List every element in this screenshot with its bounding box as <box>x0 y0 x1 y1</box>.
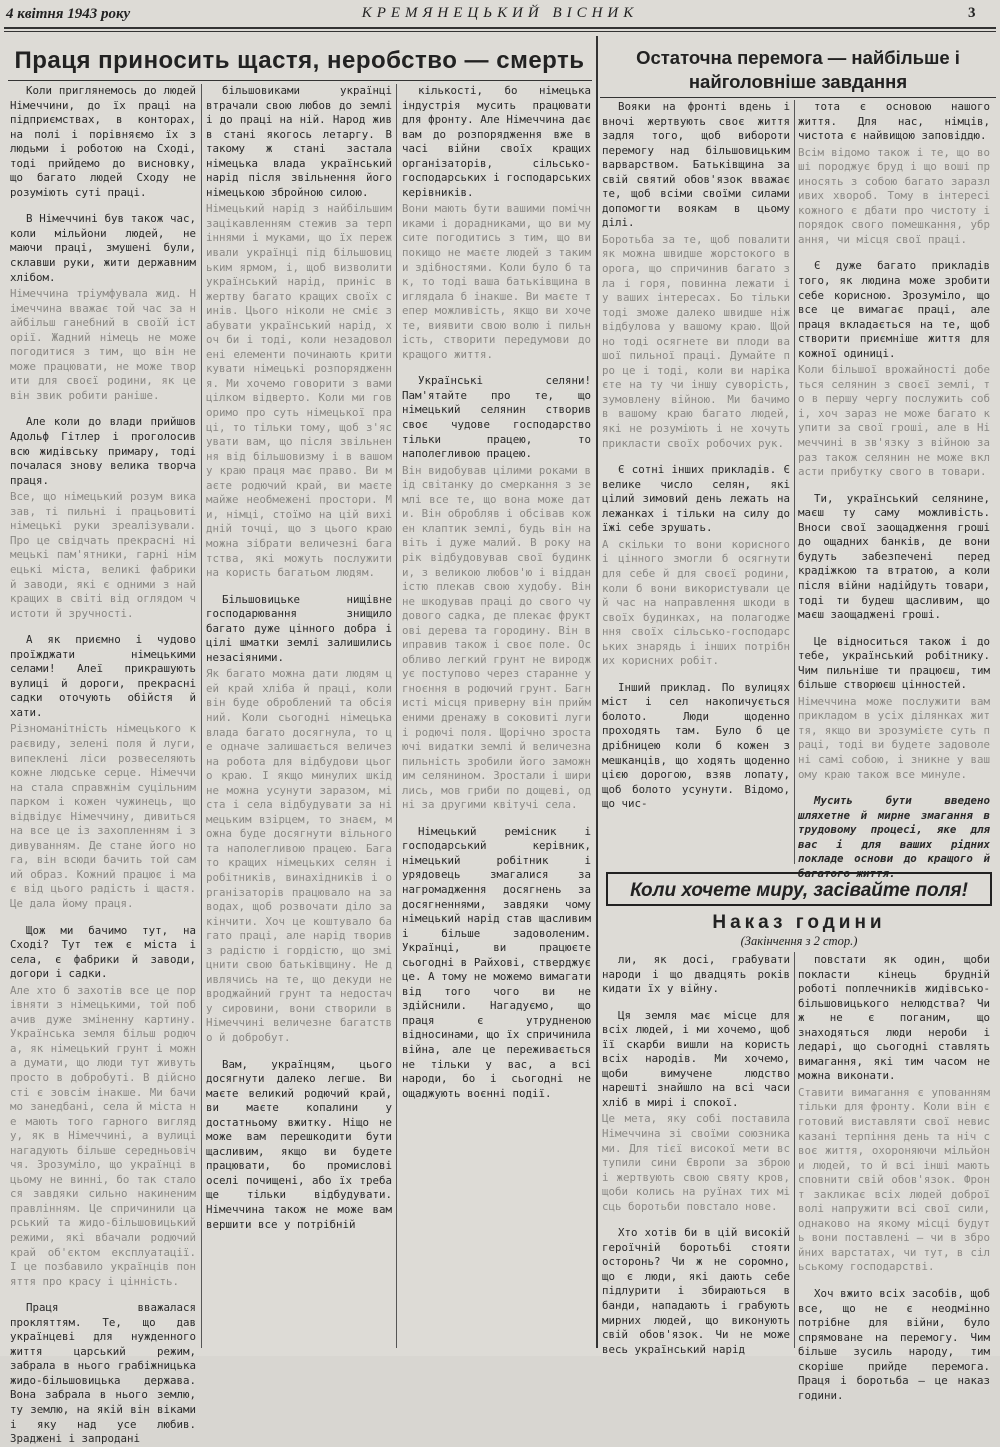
article2-headline-rule <box>600 97 996 98</box>
paragraph: Вам, українцям, цього досягнути далеко легше. Ви маєте великий родючий край, ви маєте копалини у достатньому вжитку. Ніщо не може вам перешкодити бути щасливим, якщо ви будете працювати, бо промислові оселі почищені, або їх треба ще тільки відбудувати. Німеччина також не може вам вершити все у потрібній <box>206 1057 392 1231</box>
body-text-filler: Боротьба за те, щоб повалити як можна швидше жорстокого ворога, що спричинив багато зла і горя, повинна лежати і у ваших інтересах. Бо тільки тоді зможе далеко швидше ніж відбулова у вашому краю. Щойно тоді осягнете ви плоди вашої пильної праці. Думайте про це і тоді, коли ви нарікаєте на ту чи іншу суворість, зумовлену війною. Ми бачимо в вашому краю багато людей, які не розуміють і не хочуть прикласти своїх робочих рук. <box>602 232 790 450</box>
paragraph: Українські селяни! Пам'ятайте про те, що німецький селянин створив своє чудове господарство тільки працею, то наполегливою працею. <box>402 374 591 461</box>
paragraph: Це відноситься також і до тебе, український робітнику. Чим пильніше ти працюєш, тим більше створюєш цінностей. <box>798 634 990 692</box>
article1-headline-rule <box>8 80 592 81</box>
page-number: 3 <box>968 5 976 21</box>
paragraph: повстати як один, щоби покласти кінець брудній роботі поплечників жидівсько-більшовицького нелюдства? Чи ж не є поганим, що знаходяться люди нероби і ледарі, що сьогодні ставлять вимагання, які тим часом не можна виконати. <box>798 953 990 1083</box>
section-rule <box>596 36 598 1348</box>
body-text-filler: Ставити вимагання є упованням тільки для фронту. Коли він є готовий виставляти свої невисказані терпіння день та ніч своє життя, охороняючи мільйони людей, то й всі інші мають сповнити свій обов'язок. Фронт закликає всіх людей доброї волі напружити всі свої сили, однаково на якому місці будуть вони поставлені — чи в збройних варстатах, чи тут, в сільському господарстві. <box>798 1085 990 1274</box>
masthead: КРЕМЯНЕЦЬКИЙ ВІСНИК <box>361 5 639 21</box>
paragraph: Є дуже багато прикладів того, як людина може зробити себе корисною. Зрозуміло, що все це вимагає праці, але праця вкладається на те, щоб створити приємніше життя для кожної одиниці. <box>798 259 990 360</box>
paragraph: Але коли до влади прийшов Адольф Гітлер і проголосив всю жидівську примару, тоді почалася знову велика творча праця. <box>10 415 196 487</box>
body-text-filler: Він видобував цілими роками від світанку до смеркання з землі все те, що вона може дати. Він обробляв і обсівав кожен клаптик землі, будь він навіть і дуже малий. В року на рік відбудовував свої будинки, з великою любов'ю і відданістю плекав свою худобу. Він не шкодував праці до свого чудового садка, де плекає фруктові дерева та городину. Він виправив також і своє поле. Особливо легкий грунт не вироджує поступово через старанне угноєння в родючий грунт. Багнисті місця приверну він прийменими дренажу в соковиті луги і родючі поля. Щорічно зростаючі видатки землі й величезна пильність зробили його заможним селянином. Зростали і ширились, мов гриби по дощеві, одні за другими квітучі села. <box>402 463 591 812</box>
article2-headline: Остаточна перемога — найбільше і найголовніше завдання <box>636 47 960 92</box>
paragraph: Хоч вжито всіх засобів, щоб все, що не є неодмінно потрібне для війни, було спрямоване на перемогу. Чим більше зусиль народу, тим скоріше прийде перемога. Праця і боротьба — це наказ години. <box>798 1287 990 1402</box>
paragraph: ли, як досі, грабувати народи і що двадцять років кидати їх у війну. <box>602 953 790 996</box>
article4-column-2 <box>798 953 990 1402</box>
paragraph: Праця вважалася прокляттям. Те, що дав українцеві для нужденного життя царський режим, забрала в нього грабіжницька жидо-більшовицька держава. Вона забрала в нього землю, ту землю, на якій він віками і яку над усе любив. Зрадженi і запродані <box>10 1301 196 1446</box>
body-text-filler: Вони мають бути вашими помічниками і дорадниками, що ви мусите погодитись з тим, що ви покищо не маєте людей з такими здібностями. Коли було б так, то тоді ваша батьківщина виглядала б інакше. Ви маєте тепер можливість, якщо ви хочете, виявити свою волю і пильність, створити передумови до кращого життя. <box>402 202 591 361</box>
paragraph: Коли приглянемось до людей Німеччини, до їх праці на підприємствах, в конторах, на полі і порівняємо їх з людьми і роботою на Сході, тоді прийдемо до висновку, що багато людей Сходу не розуміють суті праці. <box>10 84 196 199</box>
column-rule <box>794 100 795 864</box>
paragraph: більшовиками українці втрачали свою любов до землі і до праці на ній. Народ жив в стані якогось летаргу. В такому ж стані застала німецька влада український нарід після звільнення його німецькою збройною силою. <box>206 84 392 199</box>
paragraph: А як приємно і чудово проїжджати німецькими селами! Алеї прикрашують вулиці й дороги, прекрасні садки оточують обійстя й хати. <box>10 633 196 719</box>
body-text-filler: Це мета, яку собі поставила Німеччина зі своїми союзниками. Для тієї високої мети вступили сини Європи за зброю і жертвують свою святу кров, щоби колись на руїнах тих місць боротьби повстало нове. <box>602 1112 790 1213</box>
paragraph: Більшовицьке нищівне господарювання знищило багато дуже цінного добра і цілі шматки землі залишились незасіяними. <box>206 592 392 664</box>
paragraph: Німецький ремісник і господарський керівник, німецький робітник і урядовець змагалися за нагромадження досягнень за досягненнями, завдяки чому німецький нарід став щасливим і більше задоволеним. Українці, ви працюєте сьогодні в Райхові, стверджує це. А тому не можемо вимагати від того чого ви не здійснили. Нагадуємо, що праця є утрудненою відносинами, що їх спричинила війна, але це переживається не тільки у вас, а всі народи, бо і сьогодні не ощаджують воєнні події. <box>402 824 591 1100</box>
closing-paragraph: Мусить бути введено шляхетне й мирне змагання в трудовому процесі, яке для вас і для ваших рідних покладе основи до кращого й багатого життя. <box>798 794 990 880</box>
paragraph: Є сотні інших прикладів. Є велике число селян, які цілий зимовий день лежать на лежанках і тільки на силу до їжі себе зрушать. <box>602 463 790 535</box>
body-text-filler: Все, що німецький розум виказав, ті пильні і працьовиті німецькі руки зреалізували. Про це свідчать прекрасні німецькі пам'ятники, гарні німецькі міста, великі фабрики й заводи, які є одними з найкращих в світі від оглядом чистоти й зручності. <box>10 490 196 620</box>
issue-date: 4 квітня 1943 року <box>6 6 131 22</box>
paragraph: Інший приклад. По вулицях міст і сел накопичується болото. Люди щоденно проходять там. Було б це дрібницею коли б кожен з мешканців, що ходять щоденно цією дорогою, взяв лопату, щоб болото усунути. Відомо, що чис- <box>602 680 790 811</box>
body-text-filler: Але хто б захотів все це порівняти з німецькими, той побачив дуже зміненну картину. Українська земля більш родюча, як німецький грунт і можна думати, що люди тут живуть просто в добробуті. В дійсності є зовсім інакше. Ми бачимо занедбані, села й міста не мають того гарного вигляду, як в Німеччині, а вулиці нагадують більше середньовіччя. Зрозуміло, що українці в цьому не винні, бо так сталося завдяки сильно накиненим правлінням. Це спричинили царський та жидо-більшовицький режими, які вбачали родючий край об'єктом експлуатації. І це позбавило українців поняття про красу і цінність. <box>10 983 196 1288</box>
article3-headline: Коли хочете миру, засівайте поля! <box>606 872 992 906</box>
body-text-filler: Німецький нарід з найбільшим зацікавленням стежив за терпіннями і муками, що їх переживали українці під більшовицьким ярмом, і, щоб визволити український нарід, приніс в жертву багато кращих своїх синів. Цього ніколи не сміє забувати український нарід, хоч би і тоді, коли незадоволені елементи починають критикувати німецькі розпорядження. Ми хочемо говорити з вами цілком відверто. Коли ми говоримо про суть німецької праці, то тільки тому, щоб з'ясувати вам, що після звільнення від більшовизму і в вашому краю праця має право. Ви маєте родючий край, ви маєте майже необмежені простори. Ми, німці, стоїмо на цій вихідній точці, що з цього краю можна зібрати величезні багатства, які можуть послужити на користь багатьом людям. <box>206 202 392 580</box>
article1-column-2 <box>206 84 392 1349</box>
body-text-filler: Всім відомо також і те, що вошi породжує бруд і що вошi приносять з собою багато заразливих хвороб. Тому в інтересі кожного є дбати про чистоту і порядок свого помешкання, убрання, чи місця свої праці. <box>798 145 990 246</box>
paragraph: Вояки на фронті вдень і вночі жертвують своє життя задля того, щоб вибороти перемогу над більшовицьким варварством. Батьківщина за свій святий обов'язок вважає те, щоб всіми своїми силами допомогти воякам в цьому ділі. <box>602 100 790 230</box>
body-text-filler: Коли більшої врожайності добеться селянин з своєї землі, то в першу чергу послужить собі, хоч зараз не може багато купити за свої гроші, але в Німеччині в зв'язку з війною зараз також селянин не може вкласти прибутку свого в товари. <box>798 363 990 479</box>
paragraph: Ця земля має місце для всіх людей, і ми хочемо, щоб її скарби вишли на користь всіх народів. Ми хочемо, щоби вимучене людство нарешті знайшло на всі часи хліб в мирі і спокої. <box>602 1008 790 1109</box>
paragraph: Щож ми бачимо тут, на Сході? Тут теж є міста і села, є фабрики й заводи, догори і садки. <box>10 923 196 981</box>
paragraph: Хто хотів би в цій високій героїчній боротьбі стояти осторонь? Чи ж не соромно, що є люди, які дають себе підлурити і збираються в банди, нападають і грабують мирних людей, що виконують свій обов'язок. Чи не може весь український нарід <box>602 1226 790 1356</box>
article1-column-1 <box>10 84 196 1446</box>
article4-column-1 <box>602 953 790 1356</box>
column-rule <box>201 84 202 1348</box>
column-rule <box>396 84 397 1348</box>
article2-column-1 <box>602 100 790 865</box>
article4-continuation-note: (Закінчення з 2 стор.) <box>740 934 858 948</box>
article2-column-2 <box>798 100 990 880</box>
column-rule <box>794 952 795 1348</box>
header-rule-thin <box>4 31 996 32</box>
paragraph: тота є основою нашого життя. Для нас, німців, чистота є найвищою заповіддю. <box>798 100 990 143</box>
body-text-filler: Німеччина тріумфувала жид. Німеччина вважає той час за найбільш ганебний в своїй історії. Жадний німець не може погодитися з тим, що він не може працювати, не може творити для своєї родини, як це він звик робити раніше. <box>10 287 196 402</box>
article1-headline: Праця приносить щастя, неробство — смерть <box>14 47 585 74</box>
paragraph: В Німеччині був також час, коли мільйони людей, не маючи праці, змушені були, склавши руки, жити державним хлібом. <box>10 212 196 284</box>
article1-column-3 <box>402 84 591 1349</box>
header-rule <box>4 27 996 29</box>
paragraph: кількості, бо німецька індустрія мусить працювати для фронту. Але Німеччина дає вам до розпорядження вже в часі війни своїх кращих організаторів, сільсько-господарських і господарських керівників. <box>402 84 591 199</box>
body-text-filler: Різноманітність німецького краєвиду, зелені поля й луги, випеклені ліси розвеселяють кожне людське серце. Німеччина стала справжнім суцільним парком і кожен чужинець, що відвідує Німеччину, дивиться на все це із захопленням і здивуванням. Де стане його нога, він всюди бачить той самий образ. Кожний працює і має від цього радість і щастя. Це дала йому праця. <box>10 722 196 910</box>
body-text-filler: Як багато можна дати людям цей край хліба й праці, коли він буде оброблений та обсіяний. Коли сьогодні німецька влада багато досягнула, то це одначе залишається величезна робота для відбудови цього краю. І якщо минулих шкід не можна усунути заразом, міста і села відбудувати за німецьким взірцем, то знаєм, можна буде досягнути вільного та наполегливою працею. Багато кращих німецьких селян і робітників, винахідників і організаторів працювало на заводах, щоб розвочати діло закінчити. Хоч це коштувало багато праці, але нарід творив з радістю і гордістю, що зміцнити свою батьківщину. Не дивлячись на те, що декуди невроджайний грунт та недостачу сировини, вони створили в Німеччині величезне багатство й добробут. <box>206 667 392 1044</box>
paragraph: Ти, український селянине, маєш ту саму можливість. Вноси свої заощадження гроші до ощадних банків, де вони будуть забезпечені перед крадіжкою та втратою, а коли після війни надійдуть товари, тоді ти будеш щасливим, що маєш заощаджені гроші. <box>798 491 990 622</box>
body-text-filler: Німеччина може послужити вам прикладом в усіх ділянках життя, якщо ви зрозумієте суть праці, тоді ви будете задоволені самі собою, і зникне у вашому краю також все минуле. <box>798 694 990 781</box>
article4-headline: Наказ години <box>712 912 886 933</box>
body-text-filler: А скільки то вони корисного і цінного змогли б осягнути для себе й для своєї родини, коли б вони використували цей час на направлення шкоди в своїх будинках, на полагодження своїх сільсько-господарських знарядь і інших потрібних корисних робіт. <box>602 537 790 668</box>
